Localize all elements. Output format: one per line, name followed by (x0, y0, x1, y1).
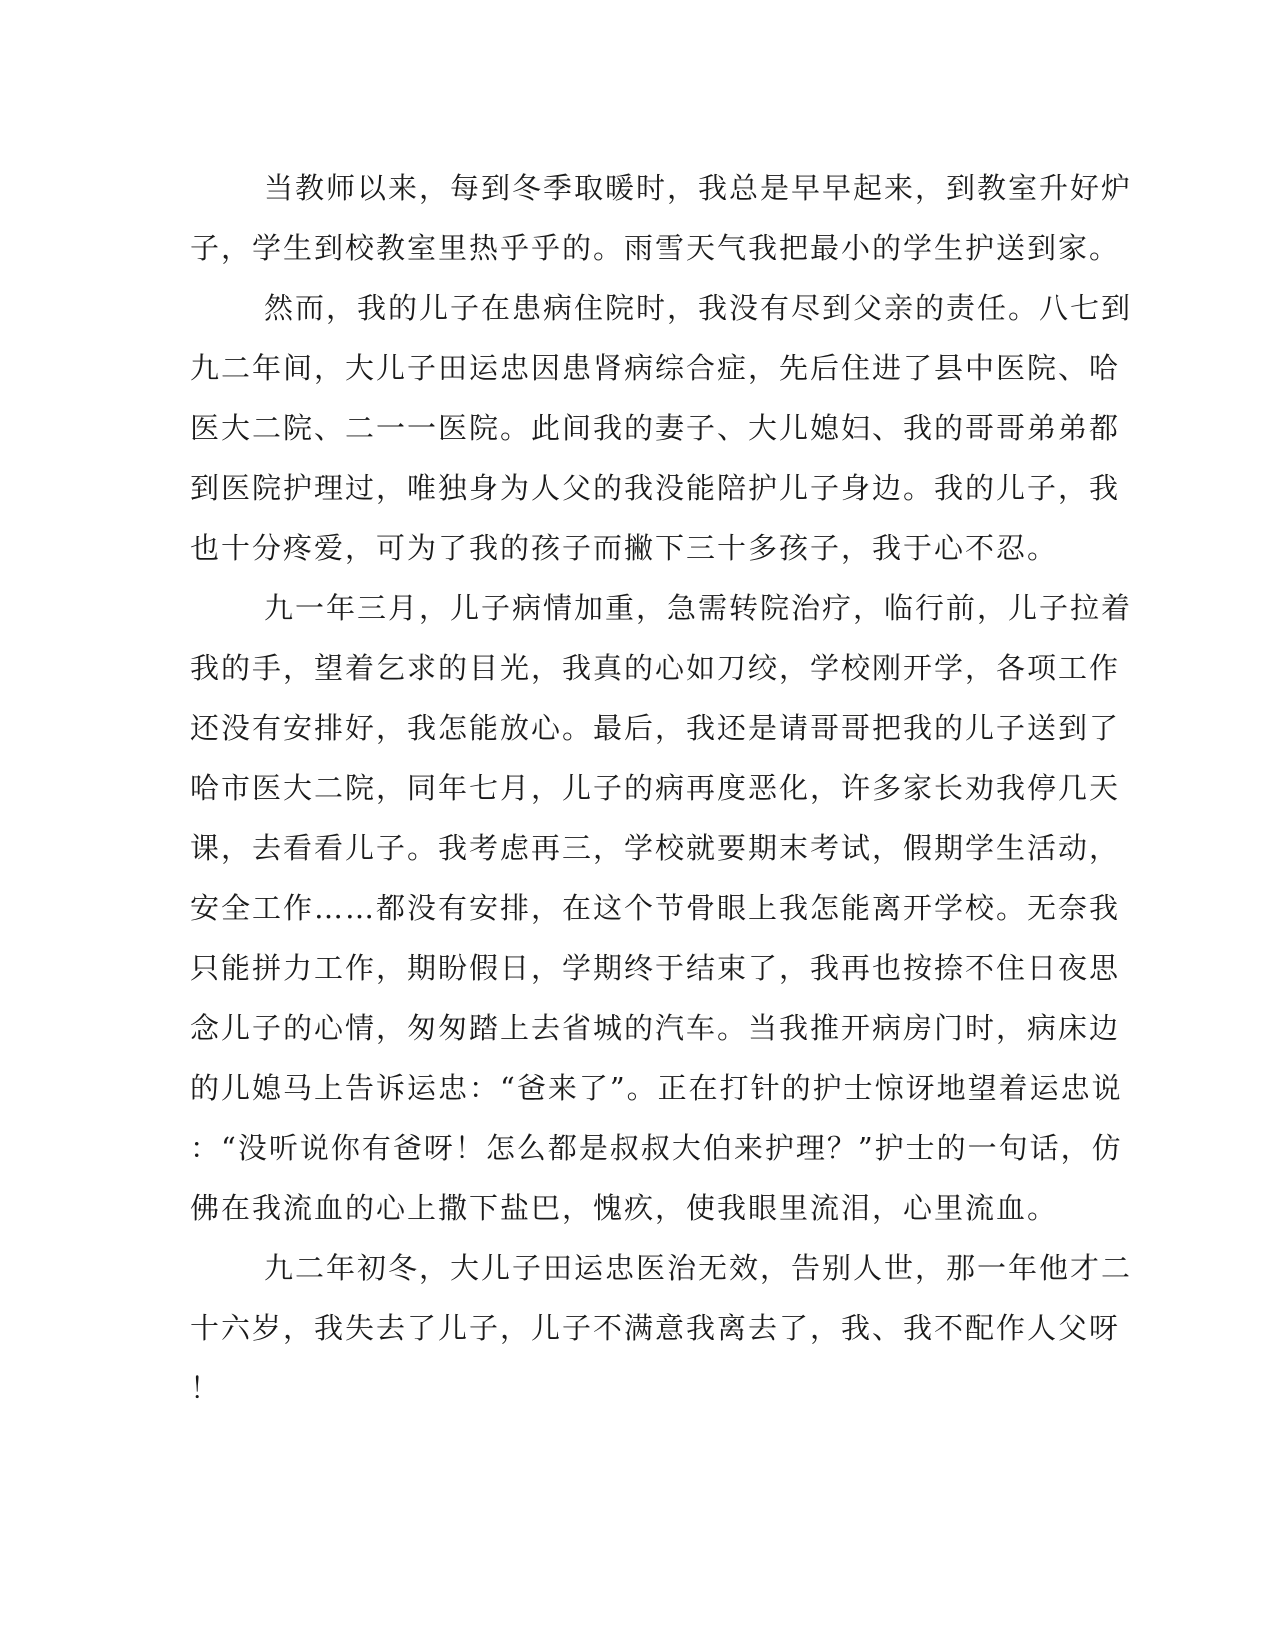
paragraph-3-line-4: 哈市医大二院，同年七月，儿子的病再度恶化，许多家长劝我停几天 (190, 771, 1121, 805)
paragraph-4-line-2: 十六岁，我失去了儿子，儿子不满意我离去了，我、我不配作人父呀 (190, 1311, 1121, 1345)
paragraph-3-line-1: 九一年三月，儿子病情加重，急需转院治疗，临行前，儿子拉着 (264, 591, 1133, 625)
paragraph-2-line-3: 医大二院、二一一医院。此间我的妻子、大儿媳妇、我的哥哥弟弟都 (190, 411, 1121, 445)
paragraph-3-line-7: 只能拼力工作，期盼假日，学期终于结束了，我再也按捺不住日夜思 (190, 951, 1121, 985)
paragraph-2-line-1: 然而，我的儿子在患病住院时，我没有尽到父亲的责任。八七到 (264, 291, 1133, 325)
paragraph-2-line-2: 九二年间，大儿子田运忠因患肾病综合症，先后住进了县中医院、哈 (190, 351, 1121, 385)
paragraph-2-line-4: 到医院护理过，唯独身为人父的我没能陪护儿子身边。我的儿子，我 (190, 471, 1121, 505)
document-body (190, 158, 1133, 1418)
paragraph-3-line-9: 的儿媳马上告诉运忠：“爸来了”。正在打针的护士惊讶地望着运忠说 (190, 1071, 1123, 1105)
paragraph-3-line-5: 课，去看看儿子。我考虑再三，学校就要期末考试，假期学生活动， (190, 831, 1121, 865)
paragraph-4-line-1: 九二年初冬，大儿子田运忠医治无效，告别人世，那一年他才二 (264, 1251, 1133, 1285)
paragraph-3-line-10: ：“没听说你有爸呀！怎么都是叔叔大伯来护理？”护士的一句话，仿 (190, 1131, 1123, 1165)
paragraph-3-line-8: 念儿子的心情，匆匆踏上去省城的汽车。当我推开病房门时，病床边 (190, 1011, 1121, 1045)
paragraph-3-line-11: 佛在我流血的心上撒下盐巴，愧疚，使我眼里流泪，心里流血。 (190, 1191, 1059, 1225)
paragraph-3-line-2: 我的手，望着乞求的目光，我真的心如刀绞，学校刚开学，各项工作 (190, 651, 1121, 685)
paragraph-1-line-1: 当教师以来，每到冬季取暖时，我总是早早起来，到教室升好炉 (264, 171, 1133, 205)
paragraph-3-line-6: 安全工作……都没有安排，在这个节骨眼上我怎能离开学校。无奈我 (190, 891, 1121, 925)
paragraph-1-line-2: 子，学生到校教室里热乎乎的。雨雪天气我把最小的学生护送到家。 (190, 231, 1121, 265)
paragraph-4-line-3: ！ (190, 1371, 222, 1405)
paragraph-2-line-5: 也十分疼爱，可为了我的孩子而撇下三十多孩子，我于心不忍。 (190, 531, 1059, 565)
paragraph-3-line-3: 还没有安排好，我怎能放心。最后，我还是请哥哥把我的儿子送到了 (190, 711, 1121, 745)
